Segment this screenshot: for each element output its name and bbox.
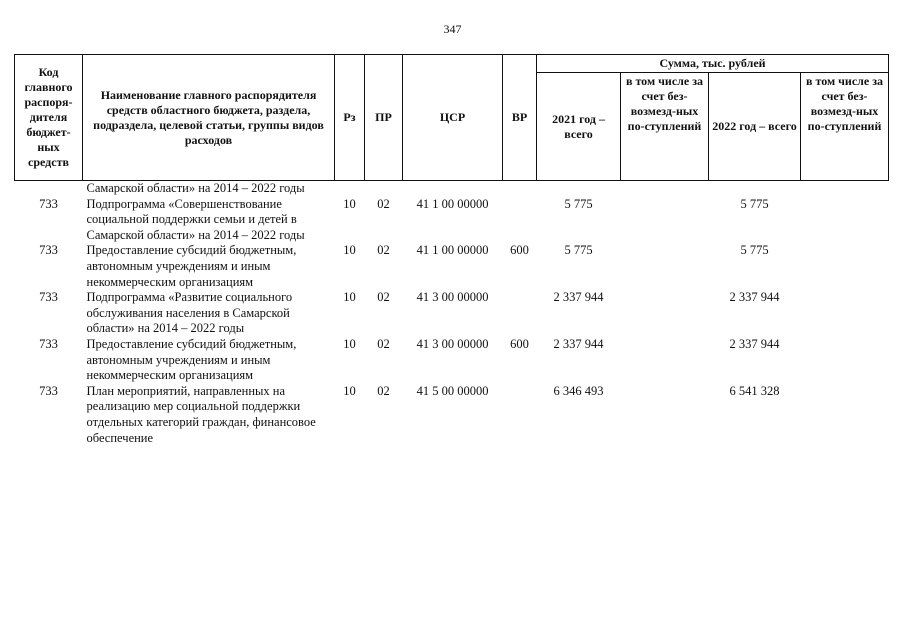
header-name: Наименование главного распорядителя средств областного бюджета, раздела, подраздела, целевой статьи, группы видов расходов bbox=[83, 55, 335, 181]
cell-vr bbox=[503, 290, 537, 337]
cell-y2022: 5 775 bbox=[740, 196, 769, 211]
cell-y2021: 2 337 944 bbox=[553, 336, 604, 351]
cell-incl2 bbox=[801, 290, 889, 337]
cell-pr: 02 bbox=[377, 243, 390, 258]
header-vr: ВР bbox=[503, 55, 537, 181]
cell-pr: 02 bbox=[377, 290, 390, 305]
cell-name: Подпрограмма «Развитие социального обслуживания населения в Самарской области» на 2014 – 2022 годы bbox=[86, 290, 293, 336]
cell-incl bbox=[621, 384, 709, 446]
table-body bbox=[15, 181, 889, 447]
cell-incl2 bbox=[801, 197, 889, 244]
cell-incl bbox=[621, 197, 709, 244]
cell-csr: 41 3 00 00000 bbox=[416, 290, 489, 305]
cell-y2022: 2 337 944 bbox=[729, 290, 780, 305]
continuation-text: Самарской области» на 2014 – 2022 годы bbox=[86, 181, 305, 195]
cell-y2022: 2 337 944 bbox=[729, 336, 780, 351]
cell-rz: 10 bbox=[343, 243, 356, 258]
cell-y2021: 6 346 493 bbox=[553, 383, 604, 398]
cell-rz: 10 bbox=[343, 336, 356, 351]
cell-code: 733 bbox=[39, 383, 58, 398]
cell-name: Предоставление субсидий бюджетным, автономным учреждениям и иным некоммерческим организациям bbox=[86, 243, 297, 289]
header-2022-incl: в том числе за счет без-возмезд-ных по-ступлений bbox=[801, 73, 889, 181]
cell-y2021: 2 337 944 bbox=[553, 290, 604, 305]
cell-y2021: 5 775 bbox=[564, 243, 593, 258]
cell-pr: 02 bbox=[377, 196, 390, 211]
cell-incl bbox=[621, 243, 709, 290]
cell-name: Предоставление субсидий бюджетным, автономным учреждениям и иным некоммерческим организациям bbox=[86, 336, 297, 383]
cell-csr: 41 5 00 00000 bbox=[416, 383, 489, 398]
cell-y2022: 5 775 bbox=[740, 243, 769, 258]
cell-incl2 bbox=[801, 243, 889, 290]
cell-csr: 41 3 00 00000 bbox=[416, 336, 489, 351]
cell-csr: 41 1 00 00000 bbox=[416, 243, 489, 258]
table-row bbox=[15, 384, 889, 446]
cell-vr bbox=[503, 384, 537, 446]
header-2021-incl: в том числе за счет без-возмезд-ных по-ступлений bbox=[621, 73, 709, 181]
table-row bbox=[15, 290, 889, 337]
cell-pr: 02 bbox=[377, 336, 390, 351]
cell-rz: 10 bbox=[343, 383, 356, 398]
cell-rz: 10 bbox=[343, 290, 356, 305]
cell-incl2 bbox=[801, 337, 889, 384]
header-rz: Рз bbox=[335, 55, 365, 181]
continuation-row bbox=[15, 181, 889, 197]
page-number: 347 bbox=[443, 22, 462, 36]
cell-code: 733 bbox=[39, 336, 58, 351]
cell-y2022: 6 541 328 bbox=[729, 383, 780, 398]
table-header bbox=[15, 55, 889, 181]
header-code: Код главного распоря-дителя бюджет-ных средств bbox=[15, 55, 83, 181]
header-pr: ПР bbox=[365, 55, 403, 181]
cell-incl2 bbox=[801, 384, 889, 446]
header-2021-total: 2021 год – всего bbox=[537, 73, 621, 181]
table-row bbox=[15, 243, 889, 290]
table-row bbox=[15, 337, 889, 384]
cell-incl bbox=[621, 337, 709, 384]
cell-vr bbox=[503, 197, 537, 244]
cell-pr: 02 bbox=[377, 383, 390, 398]
table-row bbox=[15, 197, 889, 244]
header-sum: Сумма, тыс. рублей bbox=[537, 55, 889, 73]
cell-name: Подпрограмма «Совершенствование социальной поддержки семьи и детей в Самарской области» на 2014 – 2022 годы bbox=[86, 196, 305, 242]
cell-name: План мероприятий, направленных на реализацию мер социальной поддержки отдельных категорий граждан, финансовое обеспечение bbox=[86, 383, 316, 445]
cell-vr: 600 bbox=[510, 243, 529, 258]
cell-csr: 41 1 00 00000 bbox=[416, 196, 489, 211]
cell-code: 733 bbox=[39, 290, 58, 305]
cell-code: 733 bbox=[39, 243, 58, 258]
cell-rz: 10 bbox=[343, 196, 356, 211]
header-2022-total: 2022 год – всего bbox=[709, 73, 801, 181]
cell-incl bbox=[621, 290, 709, 337]
cell-y2021: 5 775 bbox=[564, 196, 593, 211]
cell-code: 733 bbox=[39, 196, 58, 211]
cell-vr: 600 bbox=[510, 336, 529, 351]
budget-table bbox=[14, 54, 889, 446]
header-csr: ЦСР bbox=[403, 55, 503, 181]
